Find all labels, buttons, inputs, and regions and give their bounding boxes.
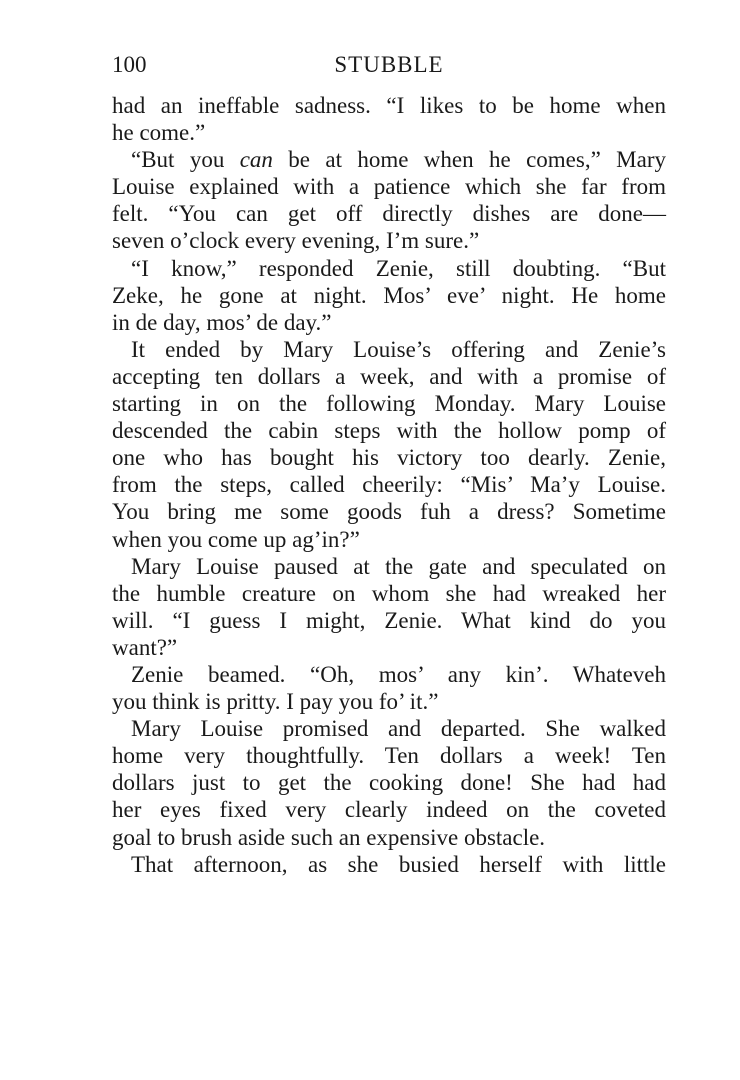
text-line: her eyes fixed very clearly indeed on the coveted xyxy=(112,797,666,823)
text-line: seven o’clock every evening, I’m sure.” xyxy=(112,228,480,254)
emphasis-text: can xyxy=(239,147,273,173)
text-line: dollars just to get the cooking done! She had had xyxy=(112,770,666,796)
text-line: accepting ten dollars a week, and with a promise of xyxy=(112,363,666,389)
text-line: Zenie beamed. “Oh, mos’ any kin’. Whateveh xyxy=(131,661,666,687)
text-line xyxy=(112,146,666,173)
text-line: want?” xyxy=(112,634,178,660)
text-line: had an ineffable sadness. “I likes to be home when xyxy=(112,93,666,118)
text-line: “I know,” responded Zenie, still doubting. “But xyxy=(131,255,666,281)
text-line: he come.” xyxy=(112,120,206,146)
page-header xyxy=(112,50,666,80)
text-line: starting in on the following Monday. Mary Louise xyxy=(112,391,666,417)
text-line: Louise explained with a patience which she far from xyxy=(112,174,666,200)
text-line: That afternoon, as she busied herself with little xyxy=(131,851,666,877)
text-line: one who has bought his victory too dearly. Zenie, xyxy=(112,445,666,471)
text-line: will. “I guess I might, Zenie. What kind do you xyxy=(112,607,666,633)
text-line: the humble creature on whom she had wreaked her xyxy=(112,580,666,606)
text-line: descended the cabin steps with the hollow pomp of xyxy=(112,418,666,444)
text-fragment: “But you xyxy=(131,147,240,173)
text-line: felt. “You can get off directly dishes are done— xyxy=(112,201,666,227)
text-line: goal to brush aside such an expensive obstacle. xyxy=(112,824,546,850)
page-number: 100 xyxy=(112,52,147,77)
body-text xyxy=(112,92,666,878)
text-line: It ended by Mary Louise’s offering and Zenie’s xyxy=(131,336,666,362)
text-line: Zeke, he gone at night. Mos’ eve’ night. He home xyxy=(112,282,666,308)
text-line: Mary Louise promised and departed. She walked xyxy=(131,716,666,742)
text-line: Mary Louise paused at the gate and speculated on xyxy=(131,553,666,579)
text-line: from the steps, called cheerily: “Mis’ Ma’y Louise. xyxy=(112,472,666,498)
text-line: in de day, mos’ de day.” xyxy=(112,309,332,335)
text-fragment: be at home when he comes,” Mary xyxy=(272,147,666,173)
text-line: You bring me some goods fuh a dress? Sometime xyxy=(112,499,666,525)
running-head: STUBBLE xyxy=(334,52,444,77)
text-line: home very thoughtfully. Ten dollars a week! Ten xyxy=(112,743,666,769)
text-line: you think is pritty. I pay you fo’ it.” xyxy=(112,689,439,715)
text-line: when you come up ag’in?” xyxy=(112,526,360,552)
